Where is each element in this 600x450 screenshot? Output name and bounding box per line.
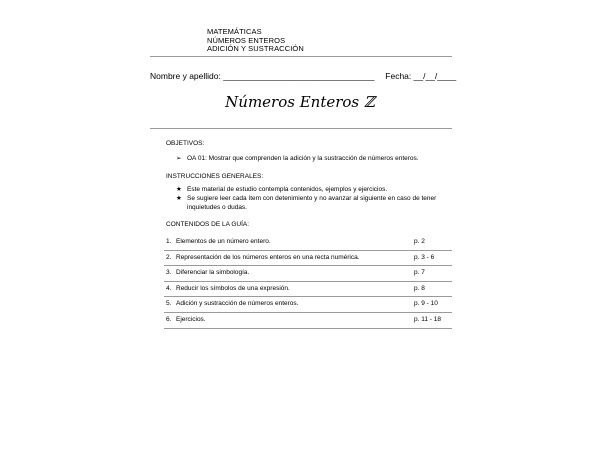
contents-heading: CONTENIDOS DE LA GUÍA: (166, 221, 250, 228)
instruction-item (176, 195, 187, 204)
row-page: p. 7 (414, 269, 425, 277)
star-bullet-icon: ★ (176, 186, 182, 193)
title-divider (150, 128, 452, 129)
objective-item (176, 155, 419, 164)
unit-label: NÚMEROS ENTEROS (207, 35, 286, 45)
table-row (164, 282, 452, 298)
row-number: 3. (166, 269, 172, 277)
row-page: p. 2 (414, 238, 425, 245)
row-title: Elementos de un número entero. (176, 238, 271, 245)
row-number: 6. (166, 315, 172, 323)
topic-label: ADICIÓN Y SUSTRACCIÓN (207, 44, 304, 54)
row-title: Reducir los símbolos de una expresión. (176, 284, 290, 292)
objective-text: OA 01: Mostrar que comprenden la adición y la sustracción de números enteros. (187, 155, 419, 162)
row-page: p. 8 (414, 284, 425, 292)
row-number: 1. (166, 238, 172, 245)
objectives-heading: OBJETIVOS: (166, 140, 205, 147)
row-page: p. 9 - 10 (414, 300, 438, 308)
instructions-heading: INSTRUCCIONES GENERALES: (166, 173, 264, 180)
row-title: Adición y sustracción de números enteros. (176, 300, 299, 308)
name-field[interactable]: ________________________________ (223, 71, 375, 81)
table-row (164, 297, 452, 313)
row-title: Representación de los números enteros en una recta numérica. (176, 253, 360, 261)
row-number: 5. (166, 300, 172, 308)
table-row (164, 251, 452, 267)
row-page: p. 11 - 18 (414, 315, 441, 323)
row-number: 2. (166, 253, 172, 261)
instruction-text: Este material de estudio contempla contenidos, ejemplos y ejercicios. (187, 186, 388, 193)
header-divider (150, 56, 452, 57)
date-field[interactable]: __/__/____ (413, 71, 457, 81)
page-title: Números Enteros ℤ (225, 93, 375, 111)
row-title: Ejercicios. (176, 315, 206, 323)
document-header (207, 28, 304, 54)
table-row (164, 235, 452, 251)
date-label: Fecha: (385, 71, 412, 81)
contents-table (164, 235, 452, 329)
row-title: Diferenciar la simbología. (176, 269, 250, 277)
instruction-item (176, 186, 387, 195)
instruction-text: Se sugiere leer cada ítem con detenimiento y no avanzar al siguiente en caso de tener inquietudes o dudas. (187, 195, 437, 211)
student-info-line (150, 71, 456, 81)
name-label: Nombre y apellido: (150, 71, 221, 81)
table-row (164, 313, 452, 329)
arrow-bullet-icon: ➢ (176, 155, 182, 162)
table-row (164, 266, 452, 282)
row-page: p. 3 - 6 (414, 253, 435, 261)
row-number: 4. (166, 284, 172, 292)
star-bullet-icon: ★ (176, 195, 182, 202)
subject-label: MATEMÁTICAS (207, 27, 262, 36)
